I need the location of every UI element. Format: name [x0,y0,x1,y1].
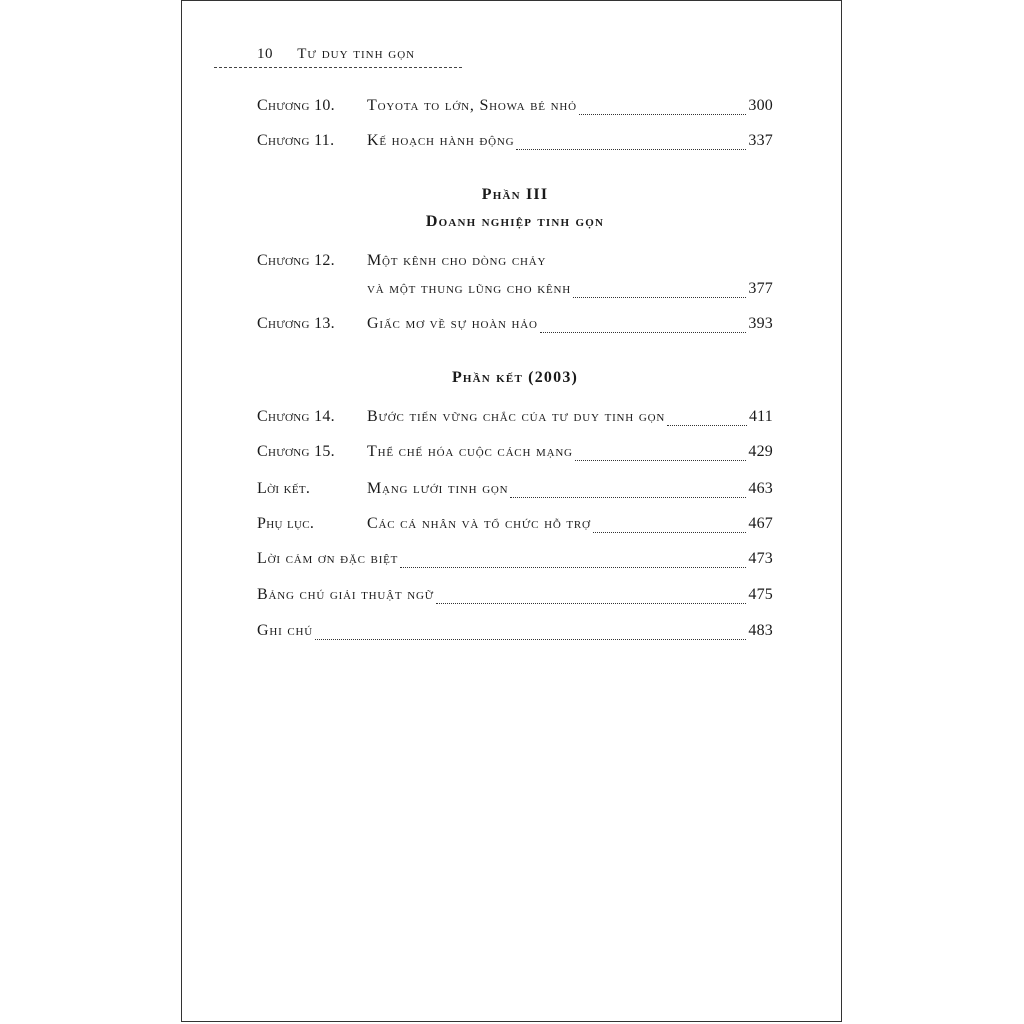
toc-entry-notes [257,622,773,644]
leader-dots [510,497,746,498]
toc-entry-title: Toyota to lớn, Showa bé nhỏ [367,97,577,114]
leader-dots [540,332,747,333]
toc-entry-page: 337 [748,132,773,149]
toc-entry-title: Giấc mơ về sự hoàn hảo [367,315,538,332]
toc-entry-page: 483 [748,622,773,639]
leader-dots [436,603,746,604]
part-subtitle: Doanh nghiệp tinh gọn [425,213,605,230]
toc-entry-label: Phụ lục. [257,515,315,532]
toc-entry-title: Ghi chú [257,622,313,639]
toc-entry-title: Bảng chú giải thuật ngữ [257,586,435,603]
toc-entry-title: Lời cảm ơn đặc biệt [257,550,399,567]
toc-entry-title: Bước tiến vững chắc của tư duy tinh gọn [367,408,666,425]
leader-dots [593,532,747,533]
toc-entry-page: 393 [748,315,773,332]
toc-entry-page: 429 [748,443,773,460]
toc-entry-page: 473 [748,550,773,567]
toc-entry-label: Chương 15. [257,443,335,460]
toc-entry-label: Chương 11. [257,132,335,149]
toc-entry-page: 475 [748,586,773,603]
toc-entry-title: Kế hoạch hành động [367,132,515,149]
toc-entry-chapter-13 [257,315,773,337]
toc-entry-chapter-15 [257,443,773,465]
toc-entry-label: Chương 13. [257,315,335,332]
leader-dots [400,567,746,568]
toc-entry-title: Mạng lưới tinh gọn [367,480,509,497]
toc-entry-label: Chương 12. [257,252,335,269]
header-rule [214,67,462,68]
toc-entry-title: Các cá nhân và tổ chức hỗ trợ [367,515,591,532]
book-title: Tư duy tinh gọn [297,46,416,62]
toc-entry-label: Chương 14. [257,408,335,425]
toc-entry-chapter-12-line1 [257,252,773,274]
toc-entry-afterword [257,480,773,502]
toc-entry-label: Lời kết. [257,480,311,497]
toc-entry-chapter-12 [257,280,773,302]
toc-entry-chapter-11 [257,132,773,154]
leader-dots [516,149,746,150]
running-head [257,46,415,63]
toc-entry-page: 300 [748,97,773,114]
page-number: 10 [257,46,273,62]
toc-entry-page: 411 [748,408,773,425]
toc-entry-acknowledgements [257,550,773,572]
toc-entry-page: 467 [748,515,773,532]
epilogue-heading: Phần kết (2003) [451,369,579,386]
leader-dots [573,297,746,298]
toc-entry-title: Thể chế hóa cuộc cách mạng [367,443,573,460]
leader-dots [315,639,746,640]
leader-dots [579,114,747,115]
leader-dots [667,425,747,426]
toc-entry-title-line1: Một kênh cho dòng chảy [367,252,547,269]
part-heading: Phần III [481,186,549,203]
leader-dots [575,460,747,461]
toc-entry-chapter-10 [257,97,773,119]
toc-entry-label: Chương 10. [257,97,335,114]
toc-entry-chapter-14 [257,408,773,430]
toc-entry-appendix [257,515,773,537]
toc-entry-glossary [257,586,773,608]
toc-entry-page: 463 [748,480,773,497]
toc-entry-page: 377 [748,280,773,297]
toc-entry-title: và một thung lũng cho kênh [367,280,571,297]
